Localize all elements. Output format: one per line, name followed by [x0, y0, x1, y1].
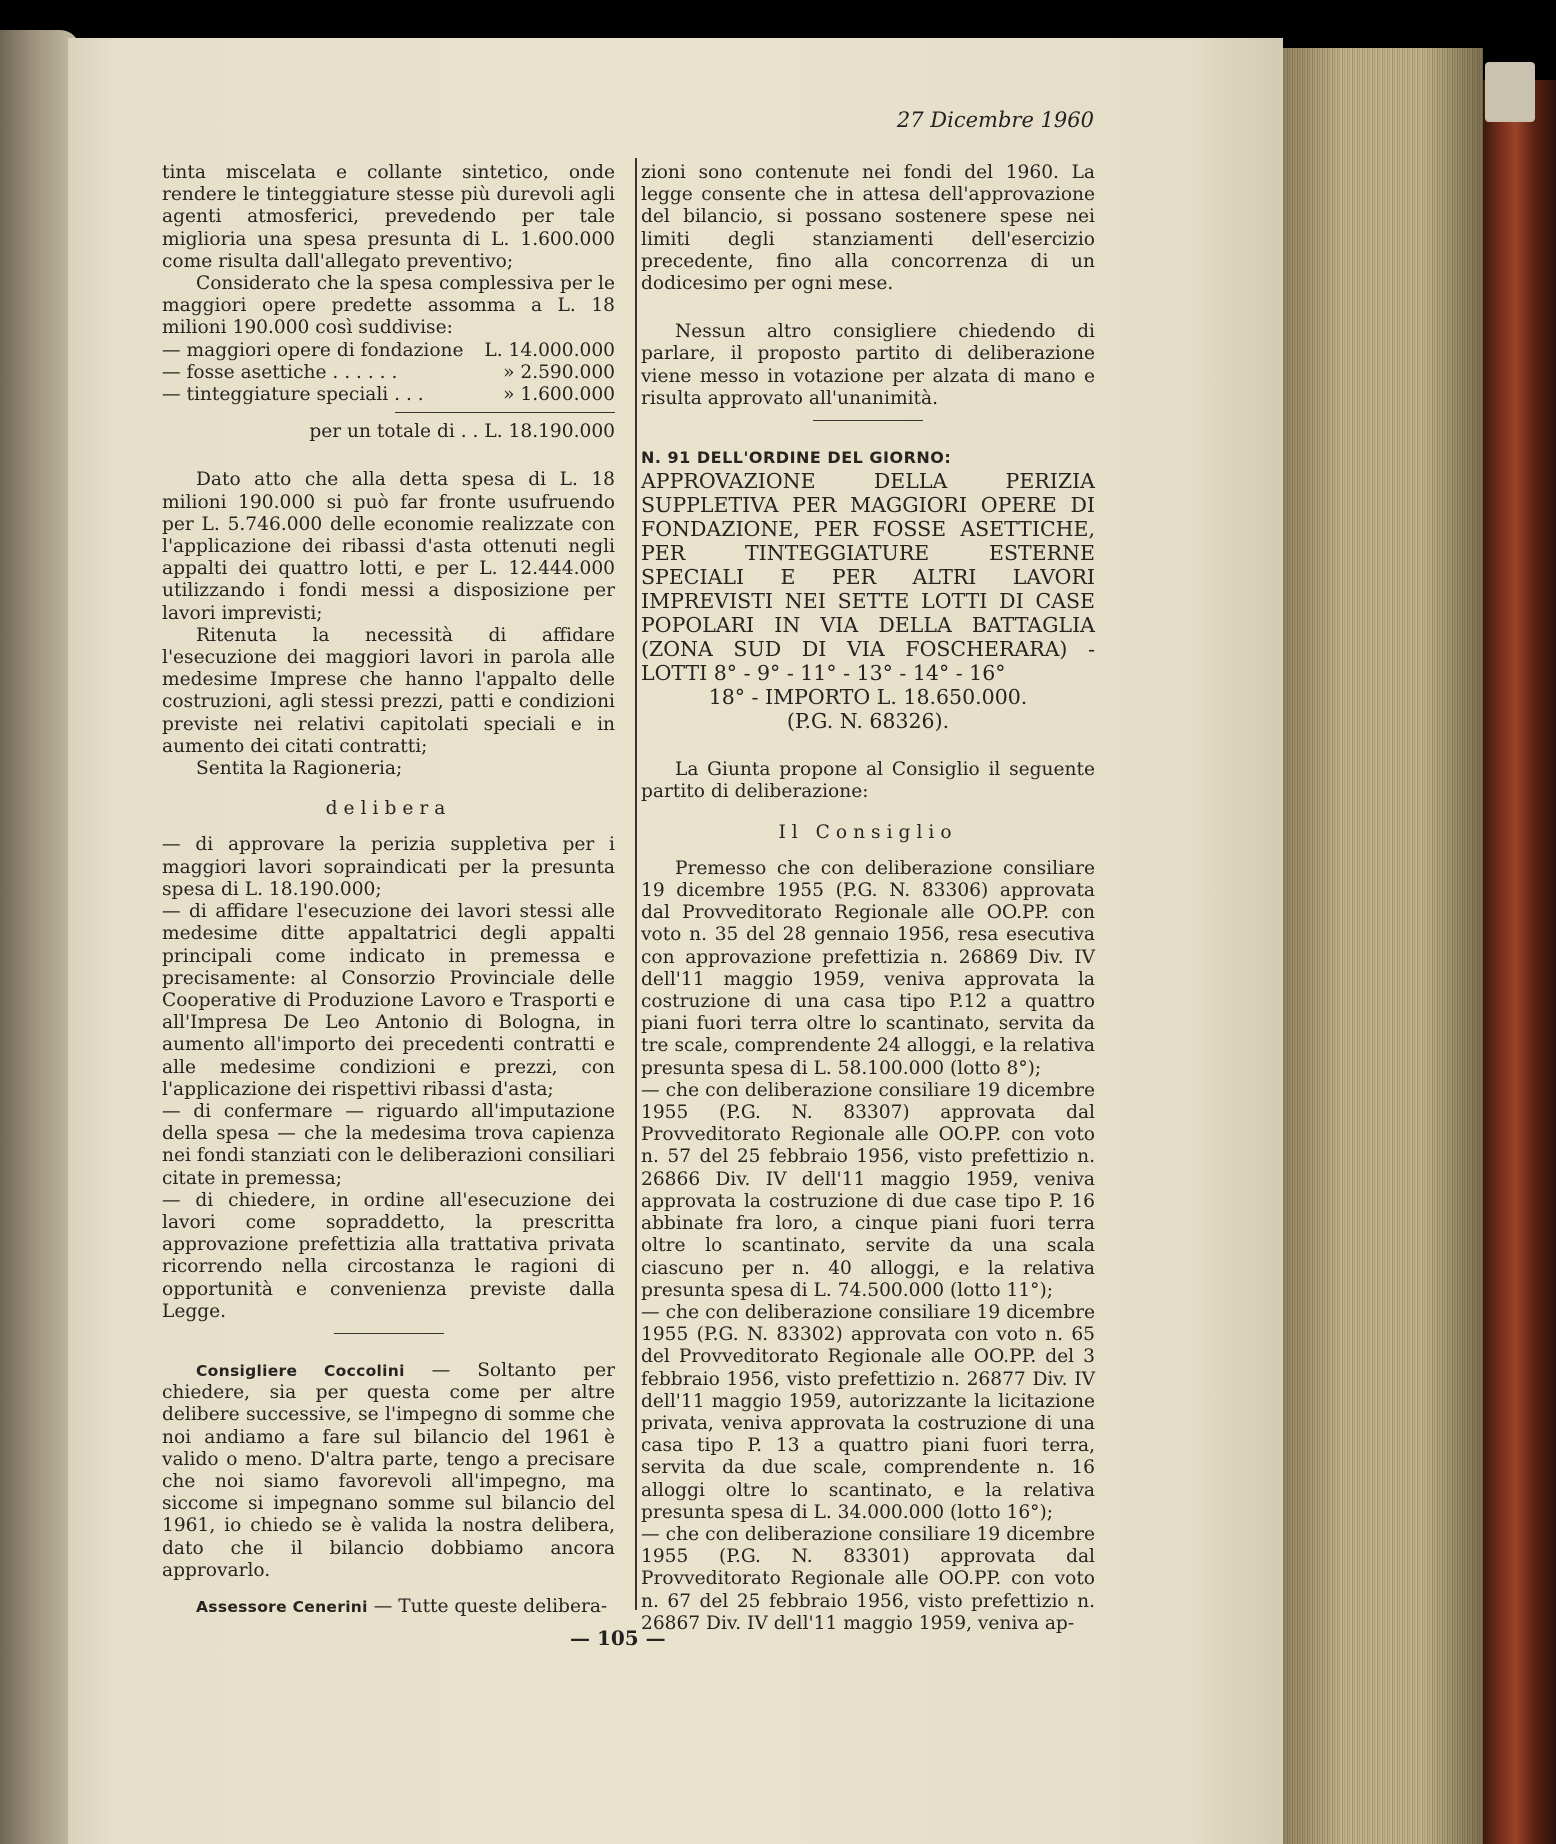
cost-item-amount: » 1.600.000	[503, 384, 615, 406]
speaker-1-name: Consigliere Coccolini	[196, 1361, 405, 1380]
left-column	[162, 162, 615, 1618]
right-para-3: La Giunta propone al Consiglio il seguente partito di deliberazione:	[641, 759, 1095, 803]
cost-item-amount: » 2.590.000	[503, 361, 615, 383]
sum-rule	[395, 412, 615, 413]
delibera-item-2: — di affidare l'esecuzione dei lavori stessi alle medesime ditte appaltatrici degli appalti principali come indicato in premessa e precisamente: al Consorzio Provinciale delle Cooperative di Produzione Lavoro e Trasporti e all'Impresa De Leo Antonio di Bologna, in aumento all'importo dei precedenti contratti e alle medesime condizioni e prezzi, con l'applicazione dei rispettivi ribassi d'asta;	[162, 901, 615, 1100]
header-date: 27 Dicembre 1960	[896, 108, 1094, 132]
right-para-7: — che con deliberazione consiliare 19 dicembre 1955 (P.G. N. 83301) approvata dal Provveditorato Regionale alle OO.PP. con voto n. 67 del 25 febbraio 1956, visto prefettizio n. 26867 Div. IV dell'11 maggio 1959, veniva ap-	[641, 1523, 1095, 1634]
speaker-2-text: — Tutte queste delibera-	[373, 1595, 608, 1617]
total-line: per un totale di . . L. 18.190.000	[309, 421, 615, 443]
column-divider	[635, 158, 637, 1610]
agenda-title-line3: (P.G. N. 68326).	[786, 709, 950, 734]
page-edges-shade	[1283, 48, 1483, 1844]
right-para-4: Premesso che con deliberazione consiliare 19 dicembre 1955 (P.G. N. 83306) approvata dal Provveditorato Regionale alle OO.PP. con voto n. 35 del 28 gennaio 1956, resa esecutiva con approvazione prefettizia n. 26869 Div. IV dell'11 maggio 1959, veniva approvata la costruzione di una casa tipo P.12 a quattro piani fuori terra oltre lo scantinato, servita da tre scale, comprendente 24 alloggi, e la relativa presunta spesa di L. 58.100.000 (lotto 8°);	[641, 857, 1095, 1079]
cost-item-label: — fosse asettiche . . . . . .	[162, 361, 398, 383]
cost-item-label: — maggiori opere di fondazione	[162, 339, 464, 361]
delibera-heading: delibera	[325, 798, 452, 820]
speaker-1-text: — Soltanto per chiedere, sia per questa come per altre delibere successive, se l'impegno di somme che noi andiamo a fare sul bilancio del 1961 è valido o meno. D'altra parte, tengo a precisare che noi siamo favorevoli all'impegno, ma siccome si impegnano somme sul bilancio del 1961, io chiedo se è valida la nostra delibera, dato che il bilancio dobbiamo ancora approvarlo.	[162, 1359, 615, 1581]
speaker-2-paragraph	[162, 1596, 615, 1618]
speaker-2-name: Assessore Cenerini	[196, 1597, 368, 1616]
book-binding	[1483, 80, 1556, 1844]
speaker-1-paragraph	[162, 1360, 615, 1582]
left-para-1: tinta miscelata e collante sintetico, onde rendere le tinteggiature stesse più durevoli agli agenti atmosferici, prevedendo per tale miglioria una spesa presunta di L. 1.600.000 come risulta dall'allegato preventivo;	[162, 162, 615, 272]
page-number: — 105 —	[570, 1626, 666, 1650]
delibera-item-3: — di confermare — riguardo all'imputazione della spesa — che la medesima trova capienza nei fondi stanziati con le deliberazioni consiliari citate in premessa;	[162, 1100, 615, 1189]
agenda-title	[641, 469, 1095, 733]
right-para-6: — che con deliberazione consiliare 19 dicembre 1955 (P.G. N. 83302) approvata con voto n. 65 del Provveditorato Regionale alle OO.PP. del 3 febbraio 1956, visto prefettizio n. 26877 Div. IV dell'11 maggio 1959, autorizzante la licitazione privata, veniva approvata la costruzione di una casa tipo P. 13 a quattro piani fuori terra, servita da due scale, comprendente n. 16 alloggi oltre lo scantinato, e la relativa presunta spesa di L. 34.000.000 (lotto 16°);	[641, 1301, 1095, 1523]
right-para-2: Nessun altro consigliere chiedendo di parlare, il proposto partito di deliberazione viene messo in votazione per alzata di mano e risulta approvato all'unanimità.	[641, 321, 1095, 409]
delibera-item-4: — di chiedere, in ordine all'esecuzione dei lavori come sopraddetto, la prescritta approvazione prefettizia alla trattativa privata ricorrendo nella circostanza le ragioni di opportunità e convenienza previste dalla Legge.	[162, 1189, 615, 1322]
right-para-5: — che con deliberazione consiliare 19 dicembre 1955 (P.G. N. 83307) approvata dal Provveditorato Regionale alle OO.PP. con voto n. 57 del 25 febbraio 1956, visto prefettizio n. 26866 Div. IV dell'11 maggio 1959, veniva approvata la costruzione di due case tipo P. 16 abbinate fra loro, a cinque piani fuori terra oltre lo scantinato, servite da una scala ciascuno per n. 40 alloggi, e la relativa presunta spesa di L. 74.500.000 (lotto 11°);	[641, 1079, 1095, 1301]
left-para-3: Dato atto che alla detta spesa di L. 18 milioni 190.000 si può far fronte usufruendo per L. 5.746.000 delle economie realizzate con l'applicazione dei ribassi d'asta ottenuti negli appalti dei quattro lotti, e per L. 12.444.000 utilizzando i fondi messi a disposizione per lavori imprevisti;	[162, 469, 615, 624]
right-column	[641, 162, 1095, 1635]
right-para-1: zioni sono contenute nei fondi del 1960. La legge consente che in attesa dell'approvazione del bilancio, si possano sostenere spese nei limiti degli stanziamenti dell'esercizio precedente, fino alla concorrenza di un dodicesimo per ogni mese.	[641, 162, 1095, 295]
agenda-title-line2: 18° - IMPORTO L. 18.650.000.	[708, 685, 1028, 710]
cost-item-2	[162, 362, 615, 384]
left-para-4: Ritenuta la necessità di affidare l'esecuzione dei maggiori lavori in parola alle medesime Imprese che hanno l'appalto delle costruzioni, agli stessi prezzi, patti e condizioni previste nei relativi capitolati speciali e in aumento dei citati contratti;	[162, 624, 615, 757]
binding-corner	[1485, 62, 1535, 122]
consiglio-heading: Il Consiglio	[778, 821, 958, 843]
delibera-item-1: — di approvare la perizia suppletiva per i maggiori lavori sopraindicati per la presunta spesa di L. 18.190.000;	[162, 834, 615, 900]
agenda-label: N. 91 DELL'ORDINE DEL GIORNO:	[641, 448, 952, 468]
cost-item-label: — tinteggiature speciali . . .	[162, 384, 424, 406]
left-para-2: Considerato che la spesa complessiva per le maggiori opere predette assomma a L. 18 milioni 190.000 così suddivise:	[162, 273, 615, 339]
agenda-title-main: APPROVAZIONE DELLA PERIZIA SUPPLETIVA PER MAGGIORI OPERE DI FONDAZIONE, PER FOSSE ASETTICHE, PER TINTEGGIATURE ESTERNE SPECIALI E PER ALTRI LAVORI IMPREVISTI NEI SETTE LOTTI DI CASE POPOLARI IN VIA DELLA BATTAGLIA (ZONA SUD DI VIA FOSCHERARA) - LOTTI 8° - 9° - 11° - 13° - 14° - 16°	[641, 469, 1095, 686]
cost-item-3	[162, 384, 615, 406]
cost-item-amount: L. 14.000.000	[484, 339, 615, 361]
left-para-5: Sentita la Ragioneria;	[196, 758, 403, 780]
cost-item-1	[162, 340, 615, 362]
